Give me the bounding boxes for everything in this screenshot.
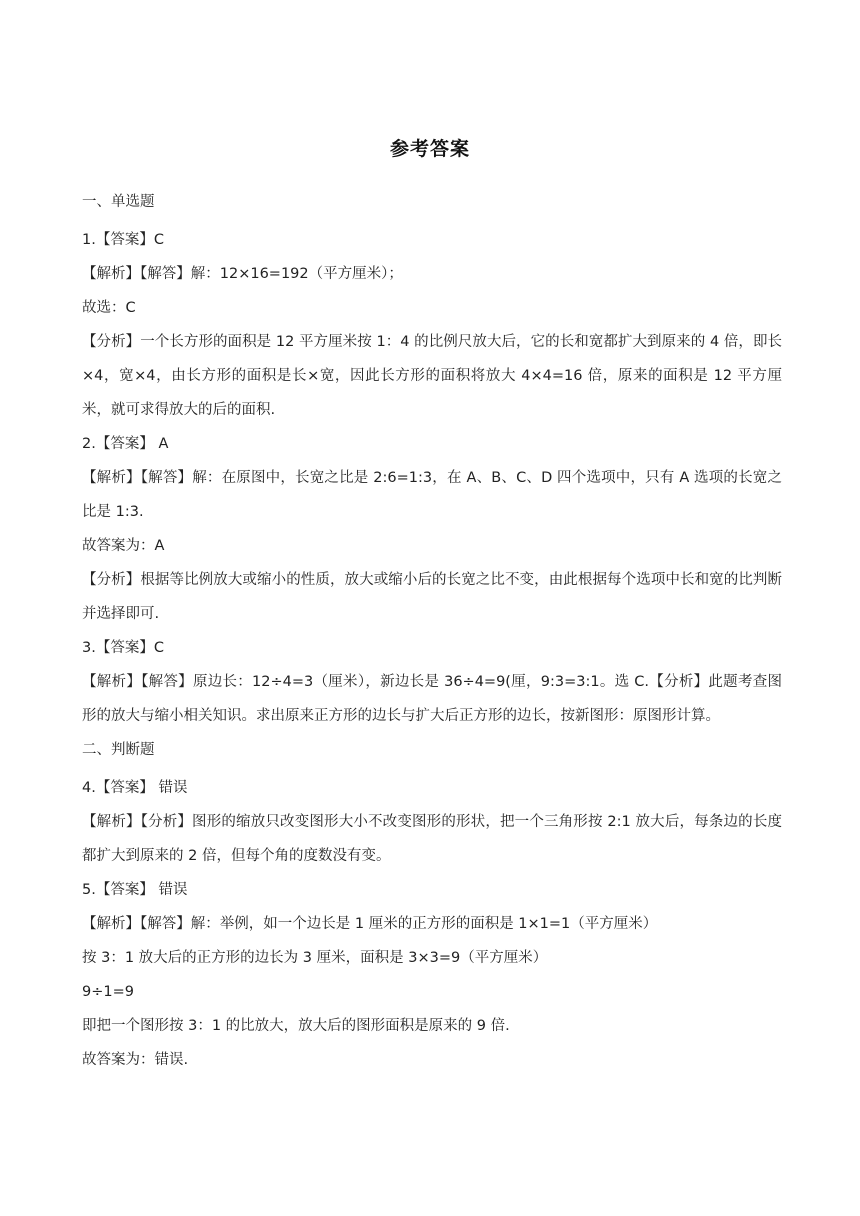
q2-answer: 2.【答案】 A <box>82 436 169 452</box>
q5-solution-line4: 即把一个图形按 3：1 的比放大，放大后的图形面积是原来的 9 倍. <box>82 1018 510 1034</box>
q1-analysis: 【分析】一个长方形的面积是 12 平方厘米按 1：4 的比例尺放大后，它的长和宽都扩大到原来的 4 倍，即长×4，宽×4，由长方形的面积是长×宽，因此长方形的面积将放大 4×4=16 倍，原来的面积是 12 平方厘米，就可求得放大的后的面积. <box>82 334 782 418</box>
q5-solution-line3: 9÷1=9 <box>82 984 134 1000</box>
q5-conclusion: 故答案为：错误. <box>82 1052 189 1068</box>
q1-choice: 故选：C <box>82 300 136 316</box>
q4-analysis: 【解析】【分析】图形的缩放只改变图形大小不改变图形的形状，把一个三角形按 2:1 放大后，每条边的长度都扩大到原来的 2 倍，但每个角的度数没有变。 <box>82 814 782 864</box>
q2-choice: 故答案为：A <box>82 538 165 554</box>
section-heading-single-choice: 一、单选题 <box>82 194 155 210</box>
page-title: 参考答案 <box>389 138 470 160</box>
q1-solution: 【解析】【解答】解：12×16=192（平方厘米）； <box>82 266 403 282</box>
q5-solution-line1: 【解析】【解答】解：举例，如一个边长是 1 厘米的正方形的面积是 1×1=1（平方厘米） <box>82 916 658 932</box>
section-heading-true-false: 二、判断题 <box>82 742 155 758</box>
q3-answer: 3.【答案】C <box>82 640 164 656</box>
q1-answer: 1.【答案】C <box>82 232 164 248</box>
answer-body <box>82 185 782 1077</box>
q4-answer: 4.【答案】 错误 <box>82 780 188 796</box>
q2-analysis: 【分析】根据等比例放大或缩小的性质，放大或缩小后的长宽之比不变，由此根据每个选项中长和宽的比判断并选择即可. <box>82 572 782 622</box>
q2-solution: 【解析】【解答】解：在原图中，长宽之比是 2:6=1:3，在 A、B、C、D 四个选项中，只有 A 选项的长宽之比是 1:3. <box>82 470 782 520</box>
q5-solution-line2: 按 3：1 放大后的正方形的边长为 3 厘米，面积是 3×3=9（平方厘米） <box>82 950 548 966</box>
q5-answer: 5.【答案】 错误 <box>82 882 188 898</box>
q3-solution: 【解析】【解答】原边长：12÷4=3（厘米），新边长是 36÷4=9(厘，9:3=3:1。选 C.【分析】此题考查图形的放大与缩小相关知识。求出原来正方形的边长与扩大后正方形的边长，按新图形：原图形计算。 <box>82 674 782 724</box>
